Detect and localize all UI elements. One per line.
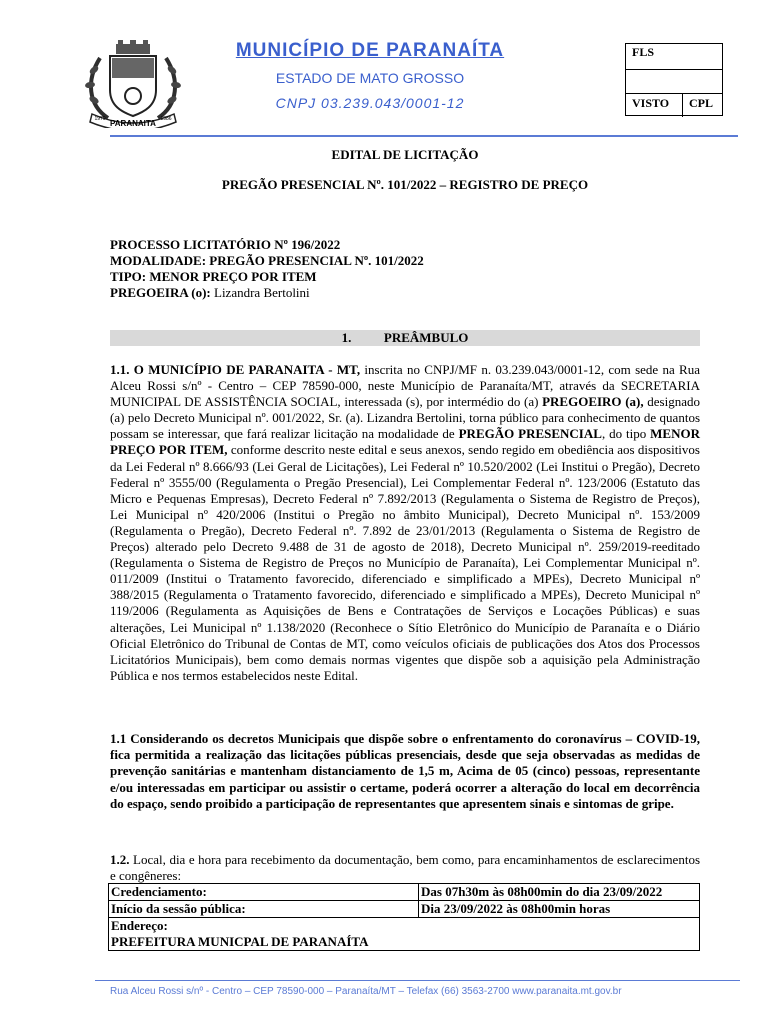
footer-divider	[95, 980, 740, 981]
processo-label: PROCESSO LICITATÓRIO Nº	[110, 237, 288, 252]
stamp-box	[625, 43, 723, 116]
processo-value: 196/2022	[291, 237, 341, 252]
document-subtitle: PREGÃO PRESENCIAL Nº. 101/2022 – REGISTRO DE PREÇO	[221, 177, 589, 192]
section-heading-preambulo	[110, 330, 700, 346]
modalidade-label: MODALIDADE: PREGÃO PRESENCIAL Nº.	[110, 253, 372, 268]
p1-text-c: designado (a) pelo Decreto Municipal nº. 001/2022, Sr. (a). Lizandra Bertolini, torna público para conhecimento de quantos possam se interessar, que fará realizar licitação na modalidade de	[110, 394, 700, 442]
footer-address: Rua Alceu Rossi s/nº - Centro – CEP 78590-000 – Paranaíta/MT – Telefax (66) 3563-2700 www.paranaita.mt.gov.br	[110, 986, 622, 997]
p1-bold-b: PREGOEIRO (a),	[542, 394, 644, 410]
paragraph-1-2	[110, 852, 700, 884]
svg-text:1979: 1979	[94, 116, 106, 122]
p3-text: Local, dia e hora para recebimento da documentação, bem como, para encaminhamentos de esclarecimentos e congêneres:	[110, 852, 700, 883]
section-number: 1.	[341, 330, 352, 345]
endereco-label: Endereço:	[111, 918, 168, 933]
process-metadata	[110, 237, 424, 301]
p1-text-g: conforme descrito neste edital e seus anexos, sendo regido em obediência aos dispositivos da Lei Federal nº 8.666/93 (Lei Geral de Licitações), Lei Federal nº 10.520/2002 (Lei Institui o Pregão), Decreto Federal nº 3555/00 (Regulamenta o Pregão Presencial), Lei Complementar Federal nº. 123/2006 (Estatuto das Micro e Pequenas Empresas), Decreto Federal nº 7.892/2013 (Regulamenta o Sistema de Registro de Preços), Lei Municipal nº 420/2006 (Institui o Pregão no âmbito Municipal), Decreto Municipal nº. 153/2009 (Regulamenta o Pregão), Decreto Federal nº. 7.892 de 23/01/2013 (Regulamenta o Sistema de Registro de Preços) alterado pelo Decreto 9.488 de 31 de agosto de 2018), Decreto Municipal nº. 259/2019-reeditado (Regulamenta o Sistema de Registro de Preços no Município de Paranaíta), Lei Complementar Municipal nº. 011/2009 (Institui o Tratamento favorecido, diferenciado e simplificado a MPEs), Decreto Municipal nº 388/2015 (Regulamenta o Tratamento favorecido, diferenciado e simplificado a MPEs), Decreto Municipal nº 119/2006 (Regulamenta as Aquisições de Bens e Contratações de Serviços e Locações Públicas) e suas alterações, Lei Municipal nº 1.138/2020 (Reconhece o Sítio Eletrônico do Município de Paranaíta e o Diário Oficial Eletrônico do Tribunal de Contas de MT, como veículos oficiais de publicações dos Atos dos Processos Licitatórios Municipais), bem como demais normas vigentes que dispõe sob a aquisição pela Administração Pública e nos termos estabelecidos neste Edital.	[110, 442, 700, 683]
p1-lead: 1.1. O MUNICÍPIO DE PARANAITA - MT,	[110, 362, 361, 377]
cred-label: Credenciamento:	[109, 884, 419, 901]
document-title: EDITAL DE LICITAÇÃO	[331, 147, 479, 162]
municipality-title: MUNICÍPIO DE PARANAÍTA	[235, 40, 505, 61]
fls-label: FLS	[626, 44, 722, 70]
table-row	[109, 884, 700, 901]
cnpj-number: CNPJ 03.239.043/0001-12	[275, 95, 465, 111]
cpl-label: CPL	[689, 96, 713, 110]
p1-text-a: inscrita no CNPJ/MF n. 03.239.043/0001-12, com sede na Rua Alceu Rossi s/nº - Centro – CEP 78590-000, neste Município de Paranaíta/MT, através da SECRETARIA MUNICIPAL DE ASSISTÊNCIA SOCIAL, interessada (s), por intermédio do (a)	[110, 362, 700, 410]
cred-value: Das 07h30m às 08h00min do dia 23/09/2022	[419, 884, 700, 901]
paragraph-covid: 1.1 Considerando os decretos Municipais que dispõe sobre o enfrentamento do coronavírus – COVID-19, fica permitida a realização das licitações públicas presenciais, desde que seja observadas as medidas de prevenção sanitárias e mantenham distanciamento de 1,5 m, Acima de 05 (cinco) pessoas, representante e/ou interessadas em participar ou assistir o certame, poderá ocorrer a alteração do local em decorrência do espaço, sendo proibido a participação de representantes que apresentem sinais e sintomas de gripe.	[110, 731, 700, 811]
tipo-line: TIPO: MENOR PREÇO POR ITEM	[110, 269, 317, 284]
paragraph-1-1	[110, 362, 700, 684]
header-divider	[110, 135, 738, 137]
p1-text-e: , do tipo	[601, 426, 651, 442]
fls-blank	[626, 70, 722, 94]
inicio-value: Dia 23/09/2022 às 08h00min horas	[419, 901, 700, 918]
p1-bold-d: PREGÃO PRESENCIAL	[458, 426, 602, 442]
modalidade-value: 101/2022	[374, 253, 424, 268]
inicio-label: Início da sessão pública:	[109, 901, 419, 918]
section-title: PREÂMBULO	[383, 330, 469, 345]
endereco-cell	[109, 918, 700, 951]
table-row	[109, 901, 700, 918]
p3-lead: 1.2.	[110, 852, 130, 867]
p1-bold-f: MENOR PREÇO POR ITEM,	[110, 426, 700, 458]
visto-label: VISTO	[626, 94, 683, 117]
svg-text:1986: 1986	[160, 116, 172, 122]
svg-text:PARANAITA: PARANAITA	[110, 119, 156, 128]
pregoeira-label: PREGOEIRA (o):	[110, 285, 211, 300]
endereco-value: PREFEITURA MUNICPAL DE PARANAÍTA	[111, 934, 369, 949]
schedule-table	[108, 883, 700, 951]
municipal-coat-of-arms-logo	[78, 40, 188, 128]
state-name: ESTADO DE MATO GROSSO	[275, 70, 465, 86]
pregoeira-value: Lizandra Bertolini	[214, 285, 310, 300]
table-row	[109, 918, 700, 951]
